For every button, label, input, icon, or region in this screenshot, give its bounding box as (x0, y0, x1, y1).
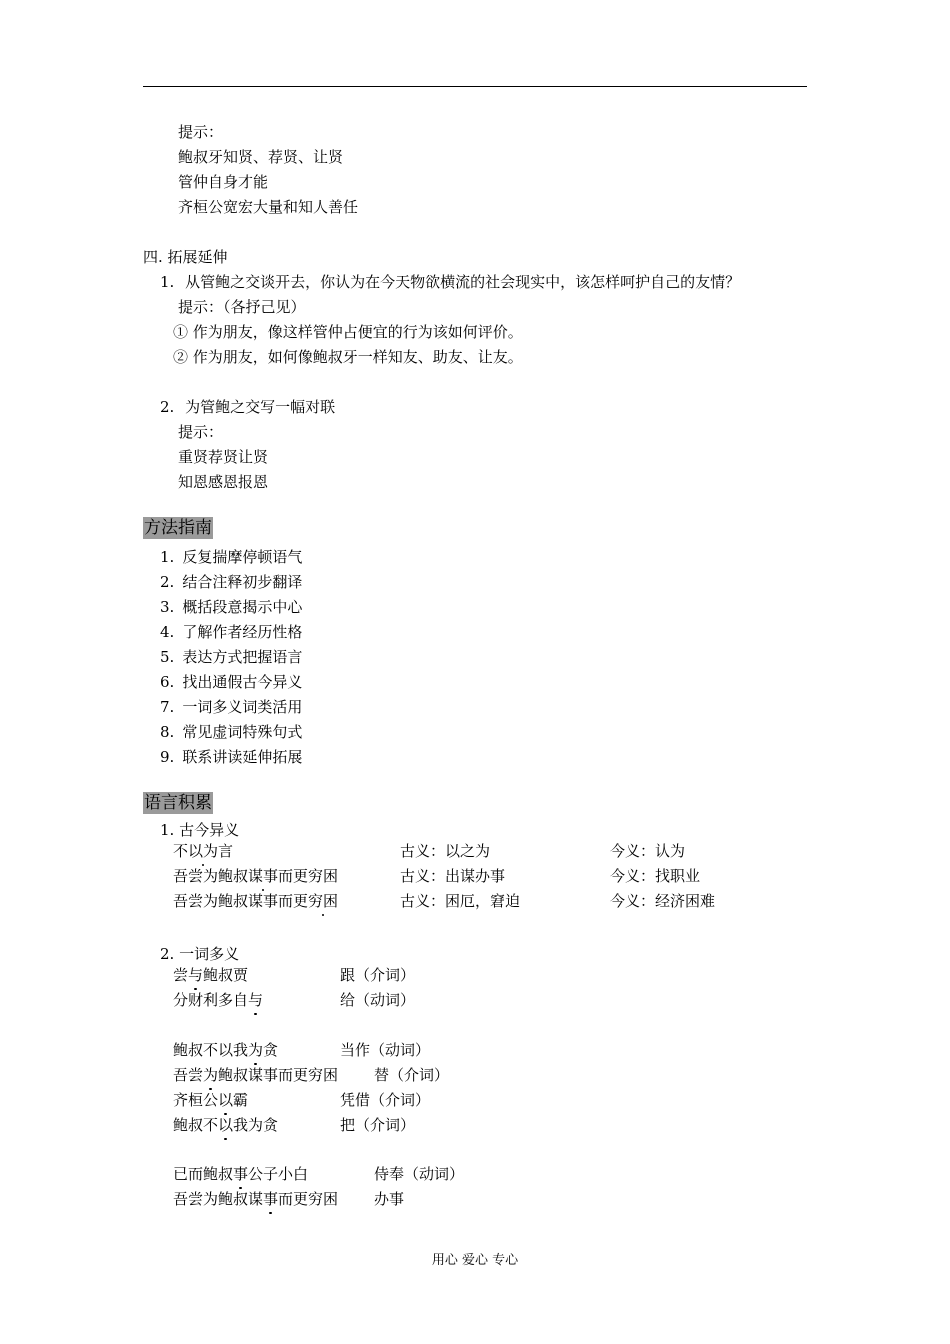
phrase-text: 鲍叔贾 (203, 966, 249, 984)
method-item (160, 747, 302, 767)
hint-line: 鲍叔牙知贤、荐贤、让贤 (178, 148, 344, 166)
item-text: 结合注释初步翻译 (182, 573, 303, 591)
example-phrase (173, 891, 338, 911)
hint-line: 齐桓公宽宏大量和知人善任 (178, 198, 359, 216)
hint-line: 管仲自身才能 (178, 173, 269, 191)
emphasis-mark: 为 (203, 1066, 219, 1084)
phrase-text: 鲍叔不 (173, 1116, 219, 1134)
word-meaning: 替（介词） (374, 1066, 450, 1084)
modern-meaning: 今义：找职业 (610, 867, 701, 885)
language-heading: 语言积累 (144, 793, 212, 813)
phrase-text: 吾尝 (173, 1066, 204, 1084)
method-item (160, 597, 302, 617)
example-phrase (173, 1115, 278, 1135)
item-text: 一词多义词类活用 (182, 698, 303, 716)
emphasis-mark: 为 (248, 1041, 264, 1059)
example-phrase (173, 1090, 248, 1110)
emphasis-mark: 事 (263, 1190, 279, 1208)
question-text: 从管鲍之交谈开去，你认为在今天物欲横流的社会现实中，该怎样呵护自己的友情？ (185, 273, 741, 291)
phrase-text: 齐桓公 (173, 1091, 219, 1109)
phrase-text: 吾尝为鲍叔谋事而更 (173, 892, 309, 910)
ancient-meaning: 古义：困厄，窘迫 (400, 892, 521, 910)
phrase-text: 鲍叔不以我 (173, 1041, 249, 1059)
question-text: 为管鲍之交写一幅对联 (185, 398, 336, 416)
couplet-line: 知恩感恩报恩 (178, 473, 269, 491)
page-footer: 用心 爱心 专心 (431, 1253, 519, 1268)
phrase-text: 吾尝为鲍叔 (173, 867, 249, 885)
question-1 (160, 272, 740, 292)
method-guide-heading: 方法指南 (144, 518, 212, 538)
phrase-text: 而更穷困 (278, 1190, 339, 1208)
word-meaning: 给（动词） (340, 991, 416, 1009)
phrase-text: 吾尝为鲍叔谋 (173, 1190, 264, 1208)
question-number: 2. (160, 398, 175, 416)
phrase-text: 我为贪 (233, 1116, 279, 1134)
item-number: 9. (160, 748, 175, 766)
method-item (160, 572, 302, 592)
word-meaning: 凭借（介词） (340, 1091, 431, 1109)
phrase-text: 言 (218, 842, 234, 860)
item-number: 1. (160, 548, 175, 566)
item-text: 概括段意揭示中心 (182, 598, 303, 616)
example-phrase (173, 1040, 278, 1060)
word-meaning: 把（介词） (340, 1116, 416, 1134)
example-phrase (173, 841, 233, 861)
phrase-text: 公子小白 (248, 1165, 309, 1183)
example-phrase (173, 866, 338, 886)
item-number: 6. (160, 673, 175, 691)
word-meaning: 当作（动词） (340, 1041, 431, 1059)
method-item (160, 547, 302, 567)
item-text: 表达方式把握语言 (182, 648, 303, 666)
phrase-text: 分财利多自 (173, 991, 249, 1009)
couplet-line: 重贤荐贤让贤 (178, 448, 269, 466)
emphasis-mark: 穷困 (308, 892, 339, 910)
item-text: 联系讲读延伸拓展 (182, 748, 303, 766)
method-item (160, 722, 302, 742)
item-text: 反复揣摩停顿语气 (182, 548, 303, 566)
item-text: 找出通假古今异义 (182, 673, 303, 691)
header-rule (143, 86, 807, 87)
section-heading: 四. 拓展延伸 (143, 248, 228, 266)
item-text: 了解作者经历性格 (182, 623, 303, 641)
method-item (160, 672, 302, 692)
phrase-text: 霸 (233, 1091, 249, 1109)
item-number: 2. (160, 573, 175, 591)
example-phrase (173, 965, 248, 985)
hint-label: 提示： (178, 123, 224, 141)
modern-meaning: 今义：认为 (610, 842, 686, 860)
method-item (160, 697, 302, 717)
phrase-text: 尝 (173, 966, 189, 984)
example-phrase (173, 990, 263, 1010)
item-number: 8. (160, 723, 175, 741)
ancient-meaning: 古义：出谋办事 (400, 867, 506, 885)
method-item (160, 622, 302, 642)
subsection-title: 2. 一词多义 (160, 945, 240, 963)
hint-point: ② 作为朋友，如何像鲍叔牙一样知友、助友、让友。 (173, 348, 523, 366)
phrase-text: 而更穷困 (278, 867, 339, 885)
word-meaning: 侍奉（动词） (374, 1165, 465, 1183)
question-2 (160, 397, 335, 417)
ancient-meaning: 古义：以之为 (400, 842, 491, 860)
phrase-text: 已而鲍叔 (173, 1165, 234, 1183)
word-meaning: 跟（介词） (340, 966, 416, 984)
question-number: 1. (160, 273, 175, 291)
example-phrase (173, 1065, 338, 1085)
emphasis-mark: 以 (218, 1116, 234, 1134)
emphasis-mark: 事 (233, 1165, 249, 1183)
phrase-text: 贪 (263, 1041, 279, 1059)
question-hint: 提示：（各抒己见） (178, 298, 306, 316)
modern-meaning: 今义：经济困难 (610, 892, 716, 910)
word-meaning: 办事 (374, 1190, 405, 1208)
item-number: 3. (160, 598, 175, 616)
hint-point: ① 作为朋友，像这样管仲占便宜的行为该如何评价。 (173, 323, 523, 341)
example-phrase (173, 1189, 338, 1209)
phrase-text: 不 (173, 842, 189, 860)
subsection-title: 1. 古今异义 (160, 821, 240, 839)
emphasis-mark: 与 (248, 991, 264, 1009)
question-hint: 提示： (178, 423, 224, 441)
method-item (160, 647, 302, 667)
example-phrase (173, 1164, 308, 1184)
item-text: 常见虚词特殊句式 (182, 723, 303, 741)
emphasis-mark: 与 (188, 966, 204, 984)
emphasis-mark: 以为 (188, 842, 219, 860)
item-number: 7. (160, 698, 175, 716)
item-number: 5. (160, 648, 175, 666)
emphasis-mark: 以 (218, 1091, 234, 1109)
emphasis-mark: 谋事 (248, 867, 279, 885)
phrase-text: 鲍叔谋事而更穷困 (218, 1066, 339, 1084)
item-number: 4. (160, 623, 175, 641)
